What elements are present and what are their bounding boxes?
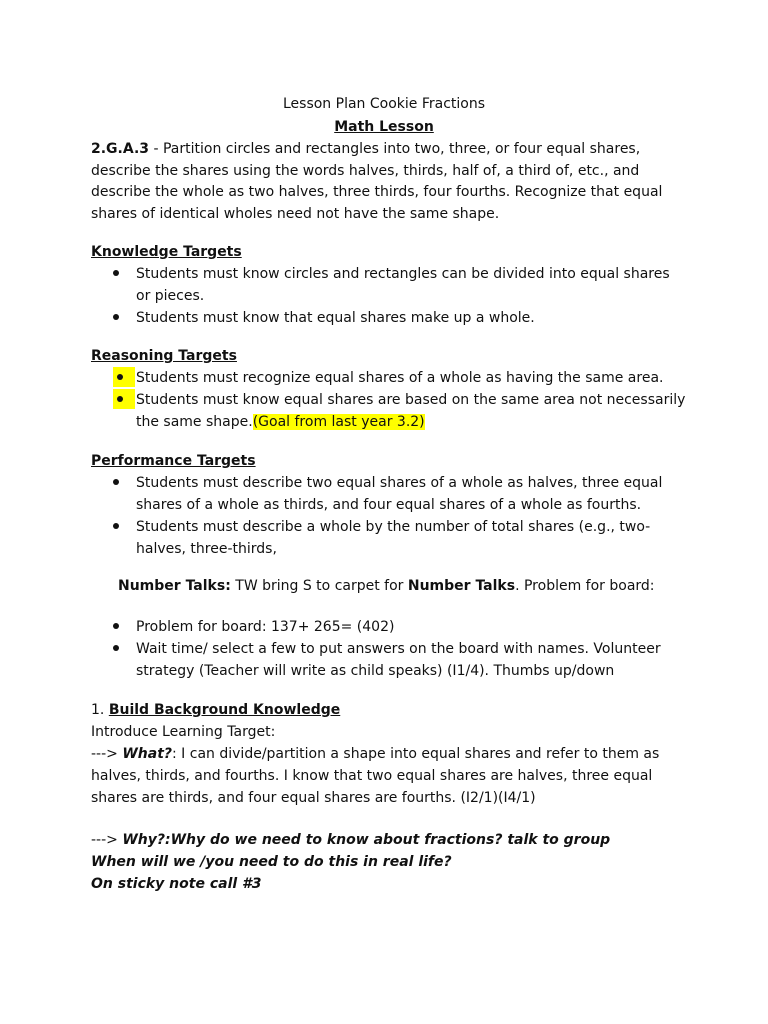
bullet-icon <box>113 314 119 320</box>
why-line-3: On sticky note call #3 <box>91 876 262 892</box>
highlighted-bullet-icon <box>113 389 135 409</box>
number-talks-label-2: Number Talks <box>407 578 516 594</box>
list-item: Students must describe two equal shares of a whole as halves, three equal <box>136 475 663 491</box>
section-number: 1. <box>91 702 109 718</box>
arrow-text: ---> <box>91 746 123 762</box>
what-label: What? <box>122 746 173 762</box>
why-line-2: When will we /you need to do this in real life? <box>91 854 452 870</box>
standard-text: - Partition circles and rectangles into two, three, or four equal shares, <box>149 141 641 157</box>
bullet-icon <box>113 479 119 485</box>
section-1-heading <box>91 699 340 721</box>
list-item: Wait time/ select a few to put answers on the board with names. Volunteer <box>136 641 661 657</box>
list-item-cont: shares of a whole as thirds, and four equal shares of a whole as fourths. <box>136 497 642 513</box>
number-talks-text-2: . Problem for board: <box>515 578 655 594</box>
reasoning-heading: Reasoning Targets <box>91 348 237 364</box>
standard-line-1 <box>91 138 640 160</box>
what-text: : I can divide/partition a shape into equal shares and refer to them as <box>172 746 660 762</box>
why-text: Why do we need to know about fractions? talk to group <box>170 832 611 848</box>
learning-target-intro: Introduce Learning Target: <box>91 724 276 740</box>
performance-heading: Performance Targets <box>91 453 256 469</box>
section-heading-text: Build Background Knowledge <box>108 702 341 718</box>
standard-line-4: shares of identical wholes need not have the same shape. <box>91 206 500 222</box>
what-line-1 <box>91 743 659 765</box>
list-item: Students must know equal shares are based on the same area not necessarily <box>136 392 686 408</box>
why-line-1 <box>91 829 610 851</box>
what-line-3: shares are thirds, and four equal shares are fourths. (I2/1)(I4/1) <box>91 790 536 806</box>
arrow-text: ---> <box>91 832 123 848</box>
list-item-cont <box>136 411 425 433</box>
bullet-icon <box>113 623 119 629</box>
standard-code: 2.G.A.3 <box>91 141 150 157</box>
list-item: Students must know that equal shares make up a whole. <box>136 310 535 326</box>
document-subtitle: Math Lesson <box>334 119 434 135</box>
number-talks-text: TW bring S to carpet for <box>230 578 408 594</box>
number-talks-label: Number Talks: <box>118 578 231 594</box>
list-item: Students must know circles and rectangles can be divided into equal shares <box>136 266 670 282</box>
list-item: Students must describe a whole by the number of total shares (e.g., two- <box>136 519 651 535</box>
highlighted-bullet-icon <box>113 367 135 387</box>
knowledge-heading: Knowledge Targets <box>91 244 242 260</box>
list-item: Students must recognize equal shares of a whole as having the same area. <box>136 370 664 386</box>
bullet-icon <box>113 645 119 651</box>
number-talks-line <box>118 575 655 597</box>
bullet-icon <box>113 270 119 276</box>
standard-line-2: describe the shares using the words halves, thirds, half of, a third of, etc., and <box>91 163 640 179</box>
document-title: Lesson Plan Cookie Fractions <box>282 96 486 112</box>
what-line-2: halves, thirds, and fourths. I know that two equal shares are halves, three equal <box>91 768 653 784</box>
why-label: Why?: <box>122 832 171 848</box>
list-item-cont: halves, three-thirds, <box>136 541 277 557</box>
list-item-cont: or pieces. <box>136 288 205 304</box>
standard-line-3: describe the whole as two halves, three thirds, four fourths. Recognize that equal <box>91 184 663 200</box>
bullet-icon <box>113 523 119 529</box>
highlighted-note: (Goal from last year 3.2) <box>252 414 425 430</box>
list-item-cont: strategy (Teacher will write as child speaks) (I1/4). Thumbs up/down <box>136 663 615 679</box>
list-item: Problem for board: 137+ 265= (402) <box>136 619 395 635</box>
list-item-text: the same shape. <box>136 414 253 430</box>
